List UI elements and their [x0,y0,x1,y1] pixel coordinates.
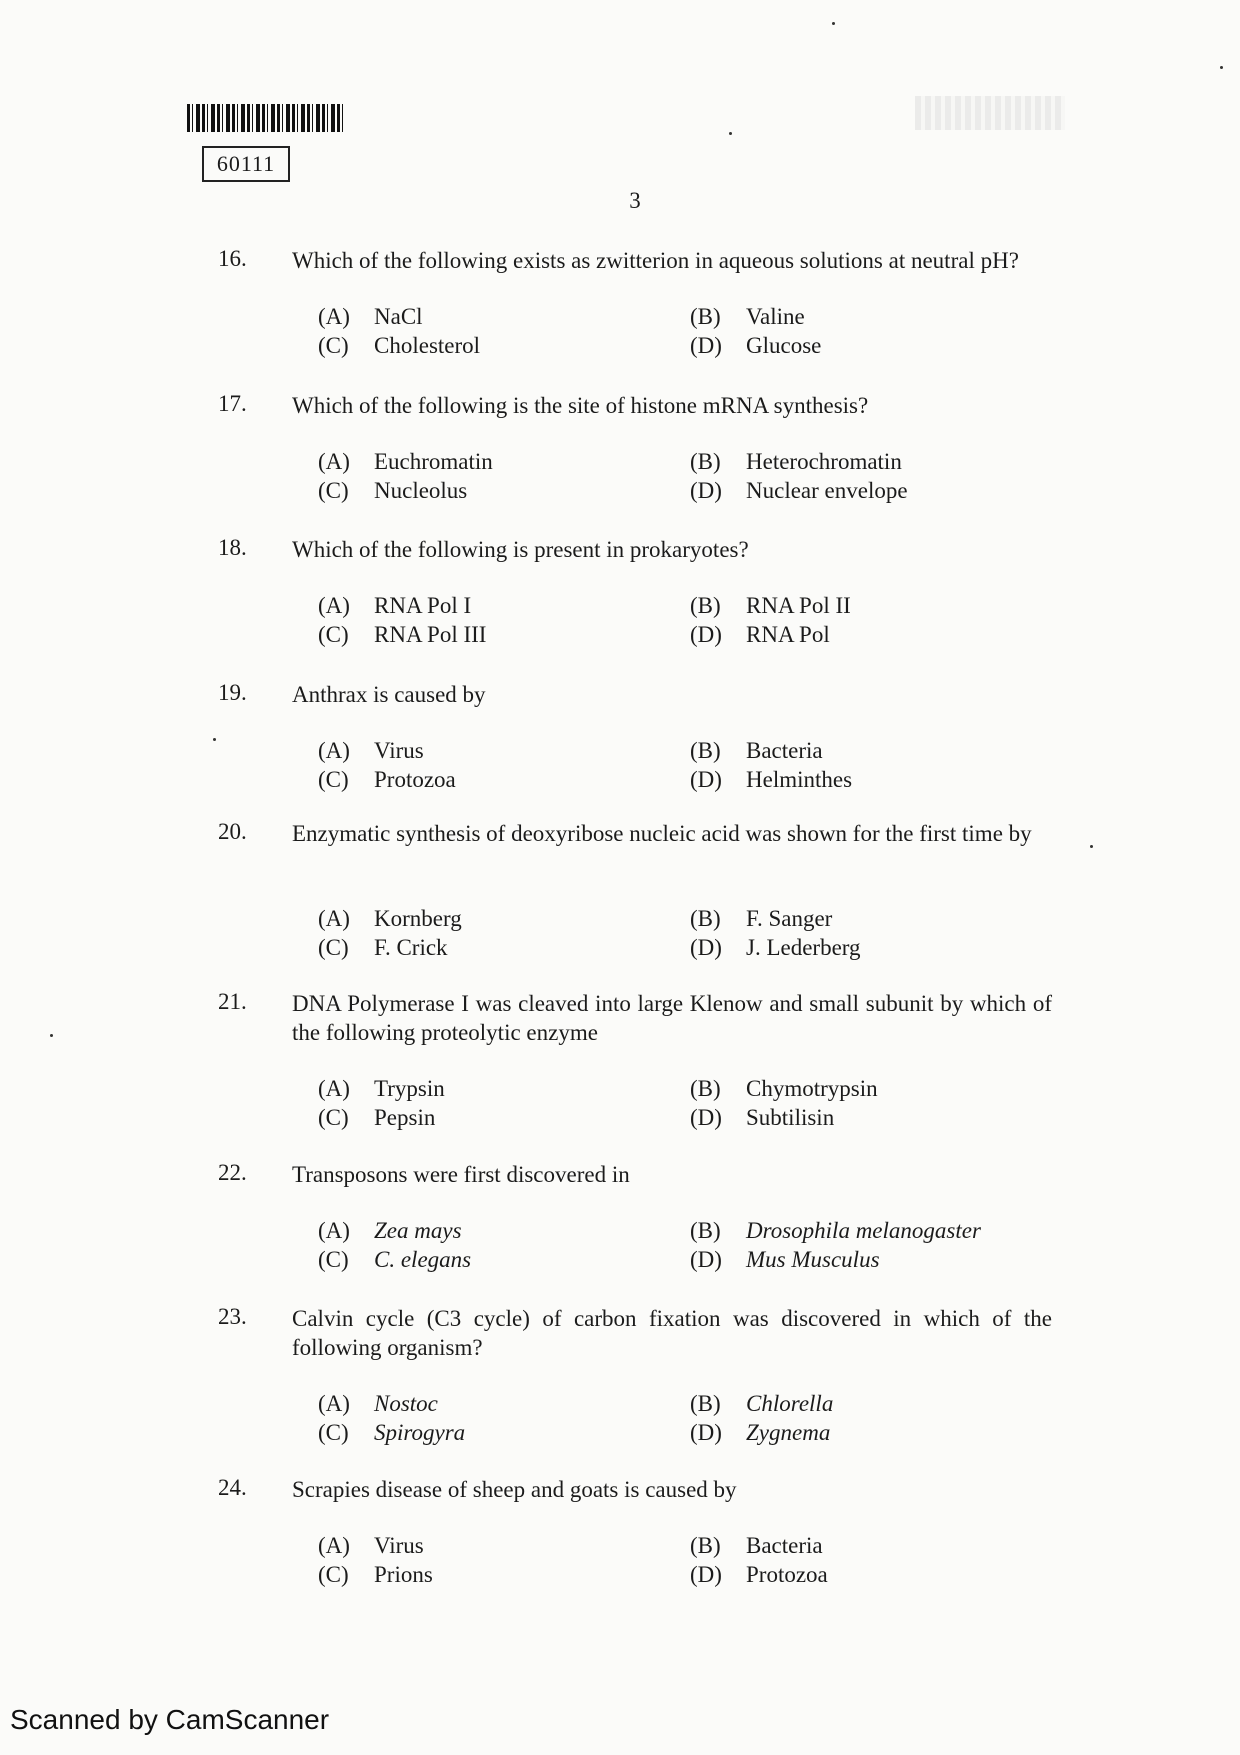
question-number: 17. [218,391,247,416]
option-c [318,1103,435,1132]
option-letter: (C) [318,478,349,503]
option-text: RNA Pol III [374,622,487,647]
option-b [690,302,805,331]
option-text: Protozoa [746,1562,828,1587]
option-text: NaCl [374,304,423,329]
option-text: RNA Pol I [374,593,472,618]
option-letter: (D) [690,1420,722,1445]
option-text: Trypsin [374,1076,445,1101]
barcode [187,104,345,132]
option-letter: (B) [690,1218,721,1243]
option-d [690,765,852,794]
option-letter: (A) [318,1076,350,1101]
option-letter: (D) [690,935,722,960]
option-d [690,620,830,649]
option-letter: (B) [690,1391,721,1416]
option-letter: (D) [690,478,722,503]
option-d [690,1560,828,1589]
question-number: 16. [218,246,247,271]
option-letter: (A) [318,906,350,931]
question-number: 22. [218,1160,247,1185]
option-a [318,1074,445,1103]
option-text: Nostoc [374,1391,438,1416]
question-text: Enzymatic synthesis of deoxyribose nucleic acid was shown for the first time by [292,821,1032,846]
option-a [318,736,424,765]
option-b [690,1074,878,1103]
option-text: Nucleolus [374,478,468,503]
question-text: Transposons were first discovered in [292,1162,630,1187]
option-b [690,591,851,620]
question-number: 19. [218,680,247,705]
option-letter: (D) [690,1105,722,1130]
option-d [690,1245,880,1274]
faded-stamp [915,96,1065,130]
option-letter: (C) [318,333,349,358]
question-number: 20. [218,819,247,844]
option-text: Heterochromatin [746,449,902,474]
option-text: F. Crick [374,935,448,960]
option-a [318,591,471,620]
question-text: Which of the following exists as zwitterion in aqueous solutions at neutral pH? [292,248,1019,273]
option-a [318,1216,462,1245]
option-letter: (C) [318,1562,349,1587]
option-letter: (A) [318,1533,350,1558]
option-letter: (C) [318,622,349,647]
option-letter: (D) [690,1562,722,1587]
option-letter: (D) [690,622,722,647]
question-number: 18. [218,535,247,560]
option-text: Cholesterol [374,333,481,358]
option-letter: (D) [690,1247,722,1272]
option-letter: (A) [318,593,350,618]
option-c [318,331,480,360]
option-b [690,904,832,933]
option-text: Mus Musculus [746,1247,880,1272]
camscanner-watermark: Scanned by CamScanner [10,1704,330,1735]
option-d [690,476,908,505]
option-b [690,1389,833,1418]
option-letter: (C) [318,1105,349,1130]
option-letter: (A) [318,738,350,763]
option-d [690,1103,834,1132]
option-b [690,1216,981,1245]
option-letter: (B) [690,738,721,763]
question-text: DNA Polymerase I was cleaved into large Klenow and small subunit by which of the following proteolytic enzyme [292,991,1052,1045]
option-c [318,765,456,794]
option-text: Valine [746,304,805,329]
option-text: Zygnema [746,1420,831,1445]
scan-speck [729,132,732,135]
option-c [318,1245,471,1274]
page-number: 3 [629,188,641,213]
question-text: Anthrax is caused by [292,682,486,707]
option-text: Protozoa [374,767,456,792]
scan-speck [832,22,835,25]
question-number: 23. [218,1304,247,1329]
option-text: Spirogyra [374,1420,466,1445]
question-text: Which of the following is present in prokaryotes? [292,537,749,562]
option-text: Zea mays [374,1218,462,1243]
option-text: Chymotrypsin [746,1076,878,1101]
option-letter: (C) [318,935,349,960]
option-c [318,933,448,962]
option-text: C. elegans [374,1247,472,1272]
option-text: RNA Pol II [746,593,851,618]
option-letter: (C) [318,767,349,792]
option-text: Euchromatin [374,449,493,474]
option-d [690,1418,830,1447]
option-text: Kornberg [374,906,462,931]
scan-speck [213,738,216,741]
option-b [690,736,823,765]
option-text: Virus [374,1533,424,1558]
option-a [318,1531,424,1560]
option-text: J. Lederberg [746,935,861,960]
option-letter: (A) [318,304,350,329]
option-letter: (B) [690,593,721,618]
option-text: Bacteria [746,1533,823,1558]
option-text: Subtilisin [746,1105,835,1130]
option-d [690,331,821,360]
scan-speck [1090,845,1093,848]
option-text: Prions [374,1562,433,1587]
option-text: Helminthes [746,767,853,792]
question-text: Scrapies disease of sheep and goats is caused by [292,1477,737,1502]
option-letter: (D) [690,767,722,792]
option-letter: (C) [318,1247,349,1272]
option-text: Nuclear envelope [746,478,908,503]
question-number: 21. [218,989,247,1014]
option-letter: (B) [690,1533,721,1558]
option-letter: (B) [690,449,721,474]
option-letter: (A) [318,449,350,474]
option-letter: (B) [690,1076,721,1101]
option-a [318,904,462,933]
option-a [318,447,493,476]
scan-speck [1220,66,1223,69]
question-text: Calvin cycle (C3 cycle) of carbon fixation was discovered in which of the following organism? [292,1306,1052,1360]
question-number: 24. [218,1475,247,1500]
option-text: F. Sanger [746,906,833,931]
option-letter: (B) [690,304,721,329]
option-letter: (C) [318,1420,349,1445]
option-text: RNA Pol [746,622,830,647]
option-c [318,1418,465,1447]
option-text: Virus [374,738,424,763]
option-a [318,1389,438,1418]
option-text: Chlorella [746,1391,834,1416]
option-b [690,1531,823,1560]
option-letter: (A) [318,1218,350,1243]
option-letter: (D) [690,333,722,358]
scan-speck [50,1034,53,1037]
option-b [690,447,902,476]
option-c [318,620,486,649]
option-c [318,1560,433,1589]
option-c [318,476,467,505]
option-letter: (A) [318,1391,350,1416]
option-text: Bacteria [746,738,823,763]
option-text: Glucose [746,333,822,358]
paper-code-box: 60111 [202,146,290,182]
option-text: Pepsin [374,1105,436,1130]
option-d [690,933,861,962]
option-a [318,302,423,331]
option-letter: (B) [690,906,721,931]
option-text: Drosophila melanogaster [746,1218,981,1243]
question-text: Which of the following is the site of histone mRNA synthesis? [292,393,869,418]
